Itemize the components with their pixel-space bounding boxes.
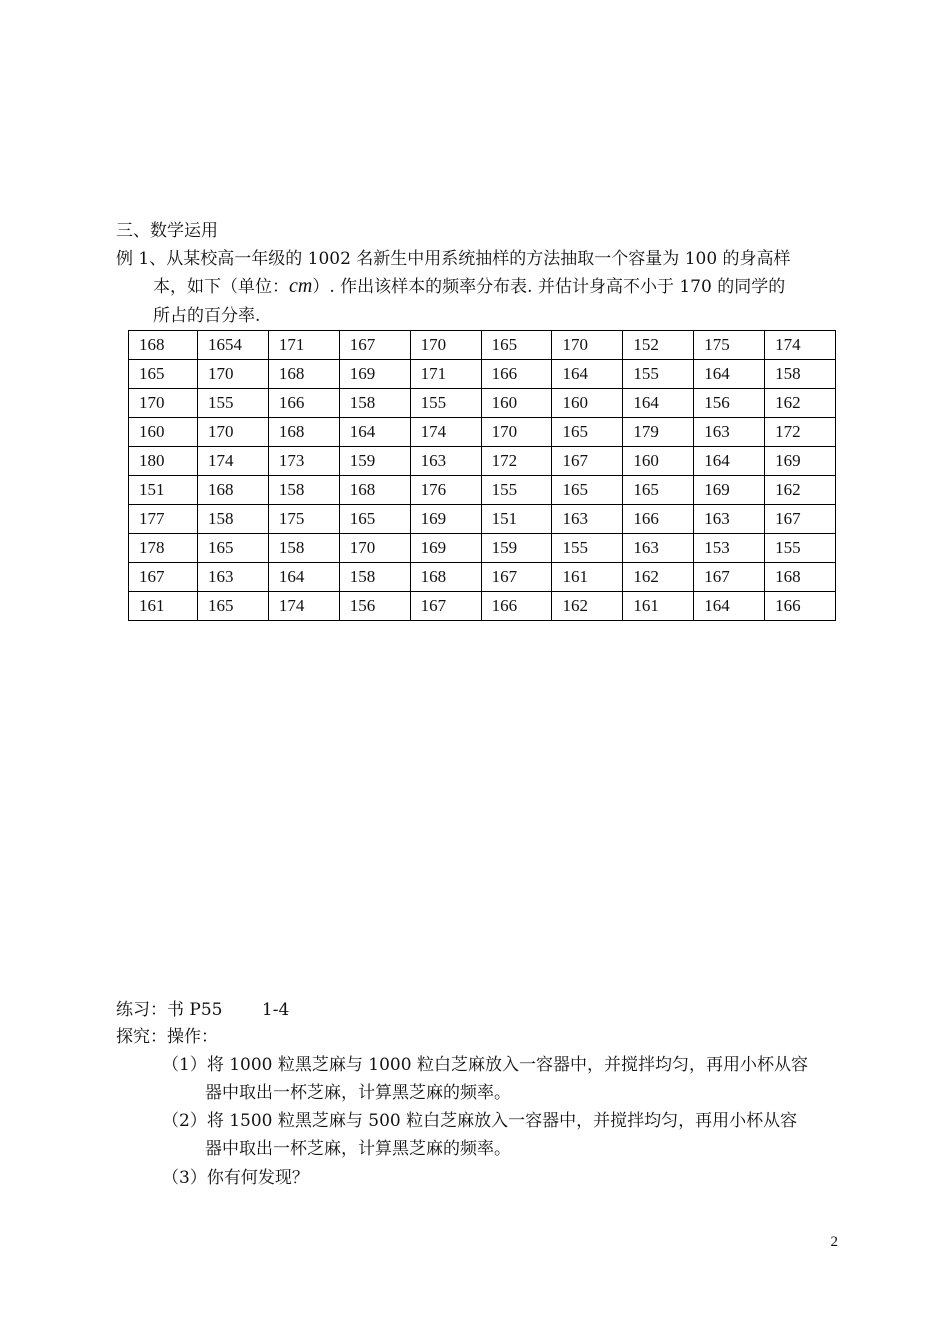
table-row [129,592,836,621]
section-title: 三、数学运用 [116,221,218,241]
table-cell: 169 [410,505,481,534]
table-cell: 161 [552,563,623,592]
table-cell: 163 [552,505,623,534]
table-cell: 168 [268,360,339,389]
table-cell: 155 [552,534,623,563]
table-cell: 172 [481,447,552,476]
table-cell: 169 [410,534,481,563]
example-line-2 [153,274,785,299]
table-cell: 165 [552,476,623,505]
example-line-2-end: ）. 作出该样本的频率分布表. 并估计身高不小于 170 的同学的 [312,277,786,297]
table-cell: 173 [268,447,339,476]
table-cell: 170 [129,389,198,418]
item-2-line-1: （2）将 1500 粒黑芝麻与 500 粒白芝麻放入一容器中，并搅拌均匀，再用小杯从容 [162,1111,798,1131]
table-cell: 168 [129,331,198,360]
table-cell: 156 [339,592,410,621]
table-cell: 155 [481,476,552,505]
table-cell: 169 [339,360,410,389]
table-cell: 167 [765,505,836,534]
table-cell: 166 [481,592,552,621]
table-cell: 168 [765,563,836,592]
table-cell: 159 [339,447,410,476]
table-cell: 169 [694,476,765,505]
table-cell: 165 [339,505,410,534]
table-cell: 155 [623,360,694,389]
table-cell: 165 [129,360,198,389]
table-cell: 167 [552,447,623,476]
table-body [129,331,836,621]
table-cell: 161 [129,592,198,621]
table-row [129,360,836,389]
table-cell: 170 [198,360,269,389]
table-cell: 175 [694,331,765,360]
table-cell: 165 [481,331,552,360]
table-cell: 158 [198,505,269,534]
table-cell: 163 [694,418,765,447]
table-cell: 161 [623,592,694,621]
table-cell: 170 [410,331,481,360]
table-cell: 158 [268,534,339,563]
table-cell: 171 [410,360,481,389]
table-cell: 166 [481,360,552,389]
table-cell: 172 [765,418,836,447]
table-cell: 177 [129,505,198,534]
table-cell: 158 [339,563,410,592]
example-line-3: 所占的百分率. [153,306,261,326]
table-cell: 164 [552,360,623,389]
table-cell: 159 [481,534,552,563]
table-cell: 175 [268,505,339,534]
table-cell: 178 [129,534,198,563]
table-cell: 164 [694,447,765,476]
table-cell: 167 [410,592,481,621]
example-line-1: 例 1、从某校高一年级的 1002 名新生中用系统抽样的方法抽取一个容量为 100 的身高样 [116,249,791,269]
item-3: （3）你有何发现？ [162,1168,309,1188]
table-row [129,389,836,418]
table-cell: 170 [552,331,623,360]
table-row [129,563,836,592]
height-sample-table [128,330,836,621]
table-cell: 166 [268,389,339,418]
item-1-line-2: 器中取出一杯芝麻，计算黑芝麻的频率。 [205,1083,511,1103]
table-cell: 171 [268,331,339,360]
page-number: 2 [830,1234,838,1250]
table-cell: 167 [481,563,552,592]
table-cell: 156 [694,389,765,418]
table-cell: 152 [623,331,694,360]
table-cell: 162 [623,563,694,592]
table-cell: 167 [694,563,765,592]
explore-line: 探究：操作： [116,1027,218,1047]
unit-cm: cm [289,275,313,297]
table-cell: 168 [268,418,339,447]
table-cell: 163 [694,505,765,534]
table-row [129,331,836,360]
table-cell: 164 [268,563,339,592]
example-line-2-start: 本，如下（单位： [153,277,289,297]
table-cell: 180 [129,447,198,476]
table-row [129,505,836,534]
table-cell: 174 [268,592,339,621]
table-cell: 170 [198,418,269,447]
table-cell: 164 [623,389,694,418]
item-1-line-1: （1）将 1000 粒黑芝麻与 1000 粒白芝麻放入一容器中，并搅拌均匀，再用小杯从容 [162,1055,808,1075]
table-cell: 168 [339,476,410,505]
table-cell: 155 [765,534,836,563]
table-cell: 160 [481,389,552,418]
table-cell: 160 [623,447,694,476]
table-cell: 1654 [198,331,269,360]
table-cell: 163 [410,447,481,476]
table-cell: 162 [552,592,623,621]
table-cell: 166 [623,505,694,534]
table-cell: 167 [129,563,198,592]
table-cell: 170 [339,534,410,563]
table-cell: 164 [339,418,410,447]
table-cell: 160 [552,389,623,418]
table-cell: 170 [481,418,552,447]
table-cell: 163 [198,563,269,592]
table-cell: 168 [410,563,481,592]
table-cell: 158 [268,476,339,505]
table-cell: 163 [623,534,694,563]
table-cell: 165 [198,592,269,621]
table-cell: 151 [481,505,552,534]
table-row [129,534,836,563]
table-cell: 174 [765,331,836,360]
table-cell: 162 [765,476,836,505]
table-cell: 167 [339,331,410,360]
table-row [129,476,836,505]
table-cell: 174 [198,447,269,476]
table-cell: 174 [410,418,481,447]
table-cell: 169 [765,447,836,476]
table-cell: 155 [198,389,269,418]
table-cell: 176 [410,476,481,505]
table-cell: 151 [129,476,198,505]
table-cell: 164 [694,360,765,389]
table-cell: 158 [339,389,410,418]
practice-line: 练习：书 P55 1-4 [116,1000,290,1020]
table-cell: 155 [410,389,481,418]
table-cell: 165 [552,418,623,447]
table-cell: 158 [765,360,836,389]
table-cell: 164 [694,592,765,621]
item-2-line-2: 器中取出一杯芝麻，计算黑芝麻的频率。 [205,1139,511,1159]
table-cell: 166 [765,592,836,621]
table-row [129,447,836,476]
table-cell: 168 [198,476,269,505]
table-cell: 165 [623,476,694,505]
table-cell: 162 [765,389,836,418]
table-row [129,418,836,447]
table-cell: 160 [129,418,198,447]
table-cell: 165 [198,534,269,563]
table-cell: 153 [694,534,765,563]
table-cell: 179 [623,418,694,447]
